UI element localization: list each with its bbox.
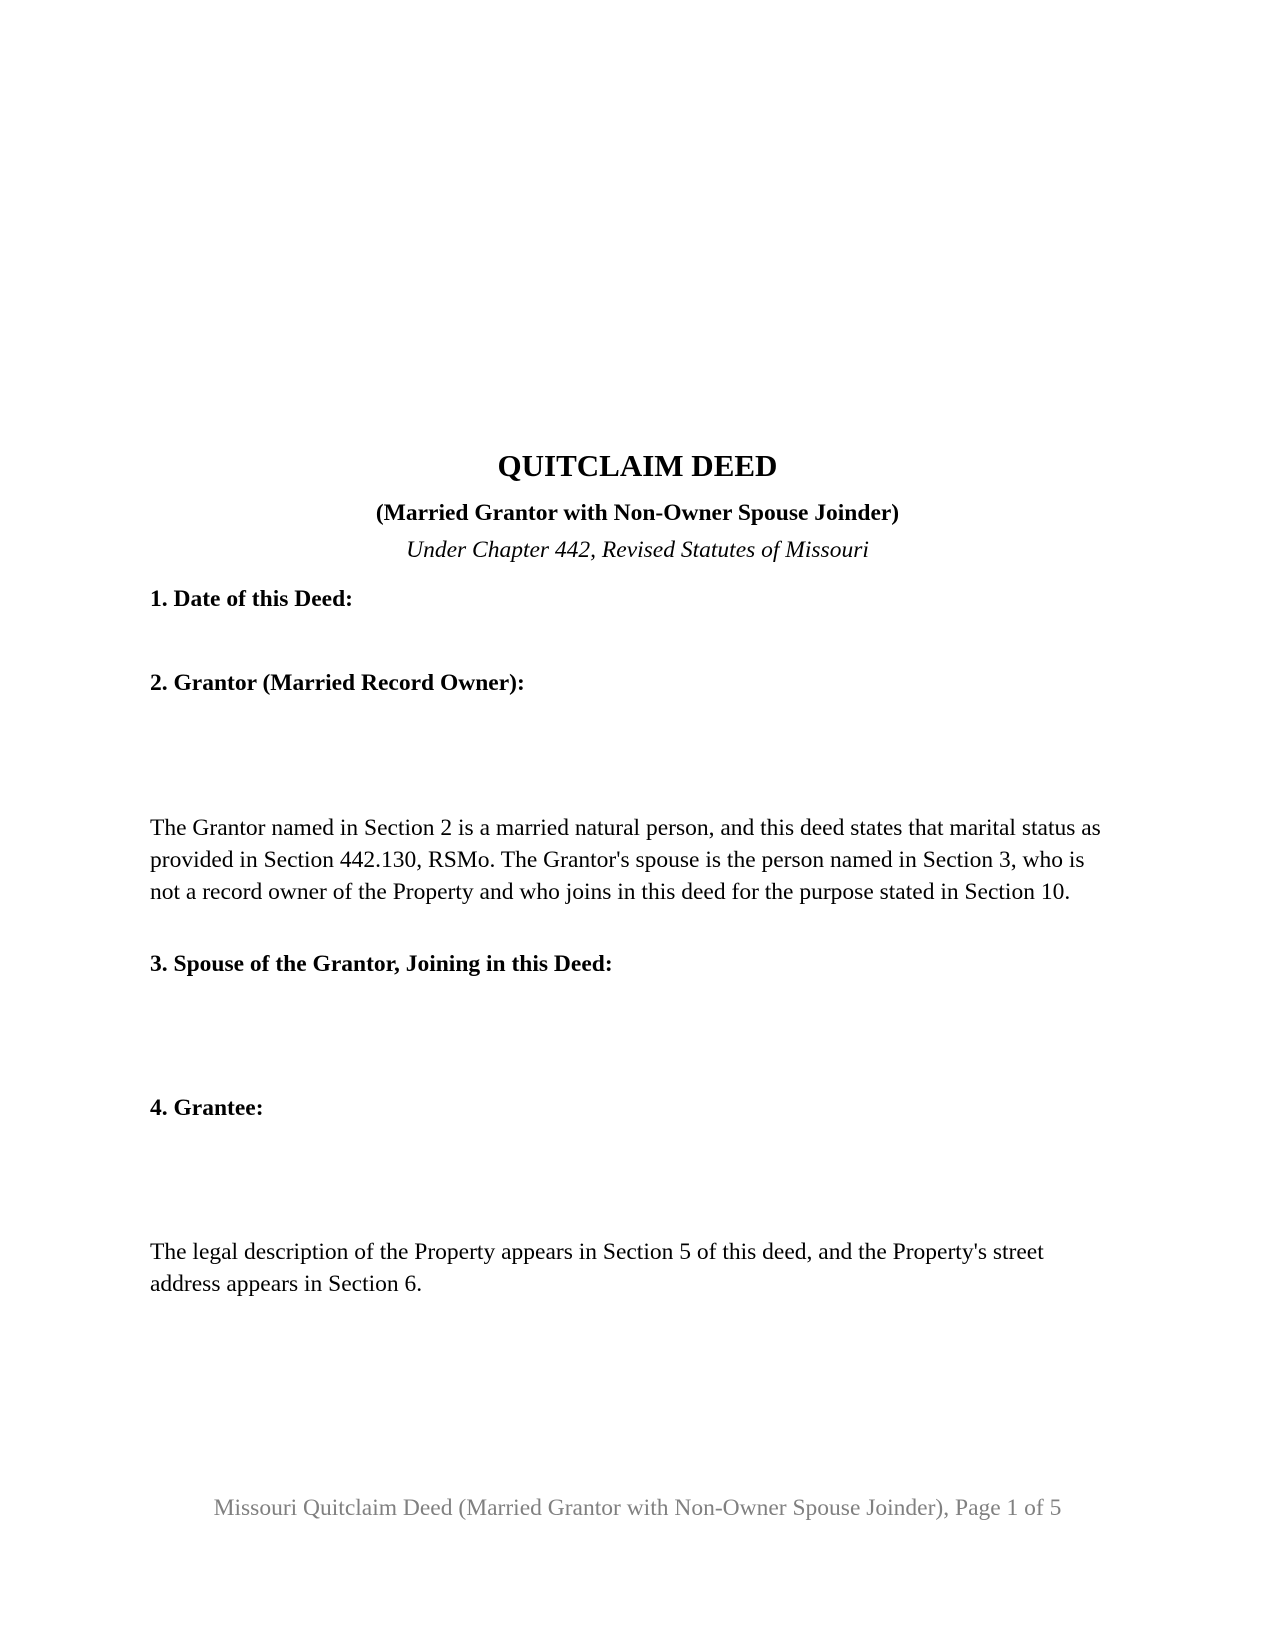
section-2-heading: 2. Grantor (Married Record Owner): [150,670,525,696]
grantor-marital-status-paragraph: The Grantor named in Section 2 is a married natural person, and this deed states that marital status as provided in Section 442.130, RSMo. The Grantor's spouse is the person named in Section 3, who is not a record owner of the Property and who joins in this deed for the purpose stated in Section 10. [150,815,1101,905]
page-footer: Missouri Quitclaim Deed (Married Grantor with Non-Owner Spouse Joinder), Page 1 of 5 [213,1495,1062,1521]
statutory-authority: Under Chapter 442, Revised Statutes of Missouri [406,537,869,563]
section-3-heading: 3. Spouse of the Grantor, Joining in this Deed: [150,951,613,977]
section-4-heading: 4. Grantee: [150,1095,264,1121]
section-1-heading: 1. Date of this Deed: [150,586,353,612]
property-reference-paragraph: The legal description of the Property appears in Section 5 of this deed, and the Property's street address appears in Section 6. [150,1239,1044,1297]
document-subtitle: (Married Grantor with Non-Owner Spouse Joinder) [375,500,900,526]
document-title: QUITCLAIM DEED [497,448,778,483]
